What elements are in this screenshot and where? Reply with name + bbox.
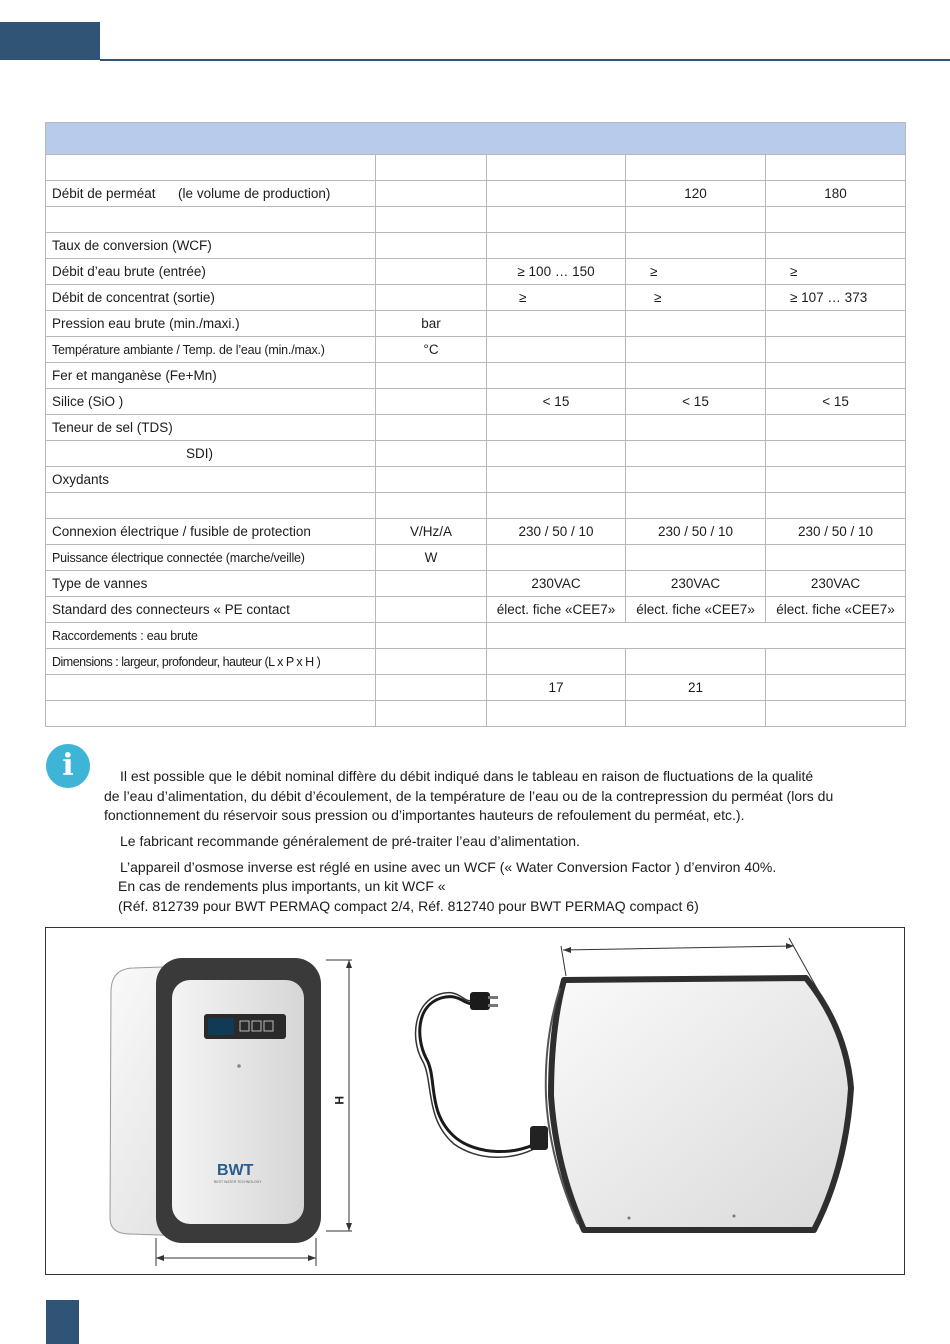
table-cell bbox=[766, 337, 906, 363]
product-figure bbox=[45, 927, 905, 1275]
table-cell: Débit d’eau brute (entrée) bbox=[46, 259, 376, 285]
table-cell bbox=[487, 233, 626, 259]
table-cell bbox=[376, 571, 487, 597]
table-cell bbox=[487, 155, 626, 181]
table-cell bbox=[376, 493, 487, 519]
table-cell bbox=[487, 337, 626, 363]
table-cell bbox=[487, 623, 906, 649]
table-cell bbox=[766, 207, 906, 233]
table-cell: < 15 bbox=[766, 389, 906, 415]
table-cell: Connexion électrique / fusible de protection bbox=[46, 519, 376, 545]
table-row bbox=[46, 363, 906, 389]
table-cell: élect. fiche «CEE7» bbox=[487, 597, 626, 623]
table-cell: W bbox=[376, 545, 487, 571]
table-row bbox=[46, 545, 906, 571]
side-housing bbox=[551, 978, 851, 1230]
table-cell: bar bbox=[376, 311, 487, 337]
table-cell bbox=[46, 493, 376, 519]
table-cell: élect. fiche «CEE7» bbox=[766, 597, 906, 623]
table-cell bbox=[766, 415, 906, 441]
table-row bbox=[46, 259, 906, 285]
table-cell: ≥ 100 … 150 bbox=[487, 259, 626, 285]
led-dot bbox=[237, 1064, 241, 1068]
table-row bbox=[46, 155, 906, 181]
table-row bbox=[46, 207, 906, 233]
table-row bbox=[46, 649, 906, 675]
table-row bbox=[46, 571, 906, 597]
table-cell: 21 bbox=[626, 675, 766, 701]
table-cell bbox=[766, 675, 906, 701]
table-cell: Teneur de sel (TDS) bbox=[46, 415, 376, 441]
table-row bbox=[46, 597, 906, 623]
table-row bbox=[46, 467, 906, 493]
table-cell: Silice (SiO ) bbox=[46, 389, 376, 415]
table-cell bbox=[487, 649, 626, 675]
table-cell bbox=[376, 597, 487, 623]
brand-tagline: BEST WATER TECHNOLOGY bbox=[214, 1180, 262, 1184]
table-row bbox=[46, 623, 906, 649]
table-cell: 230 / 50 / 10 bbox=[487, 519, 626, 545]
table-cell bbox=[376, 675, 487, 701]
table-cell bbox=[376, 181, 487, 207]
table-row bbox=[46, 675, 906, 701]
table-cell: Puissance électrique connectée (marche/veille) bbox=[46, 545, 376, 571]
table-cell bbox=[487, 311, 626, 337]
table-cell bbox=[626, 233, 766, 259]
table-row bbox=[46, 415, 906, 441]
power-cord bbox=[416, 992, 548, 1157]
table-cell: Standard des connecteurs « PE contact bbox=[46, 597, 376, 623]
table-cell: 180 bbox=[766, 181, 906, 207]
table-cell bbox=[487, 701, 626, 727]
table-cell: 230 / 50 / 10 bbox=[626, 519, 766, 545]
table-cell bbox=[626, 207, 766, 233]
table-cell bbox=[46, 155, 376, 181]
table-cell bbox=[487, 467, 626, 493]
table-cell bbox=[376, 623, 487, 649]
table-cell bbox=[376, 259, 487, 285]
table-cell bbox=[487, 545, 626, 571]
table-row bbox=[46, 701, 906, 727]
display-screen bbox=[208, 1018, 234, 1035]
table-cell: Dimensions : largeur, profondeur, hauteur (L x P x H ) bbox=[46, 649, 376, 675]
table-cell: ≥ bbox=[766, 259, 906, 285]
table-cell: ≥ bbox=[626, 285, 766, 311]
table-cell bbox=[626, 649, 766, 675]
info-icon: i bbox=[46, 744, 90, 788]
brand-logo: BWT bbox=[217, 1162, 254, 1179]
note-line: de l’eau d’alimentation, du débit d’écoulement, de la température de l’eau ou de la contrepression du perméat (lors du bbox=[104, 788, 834, 804]
table-row bbox=[46, 233, 906, 259]
table-row bbox=[46, 389, 906, 415]
table-header-row bbox=[46, 123, 906, 155]
note-line: L’appareil d’osmose inverse est réglé en usine avec un WCF (« Water Conversion Factor ) d’environ 40%. bbox=[120, 859, 777, 875]
table-cell bbox=[766, 441, 906, 467]
table-cell: Température ambiante / Temp. de l’eau (min./max.) bbox=[46, 337, 376, 363]
table-cell: < 15 bbox=[626, 389, 766, 415]
table-cell bbox=[487, 493, 626, 519]
table-cell bbox=[626, 155, 766, 181]
table-cell bbox=[376, 233, 487, 259]
table-cell bbox=[376, 207, 487, 233]
table-row bbox=[46, 181, 906, 207]
table-cell bbox=[487, 441, 626, 467]
header-tab bbox=[0, 22, 100, 60]
table-cell: SDI) bbox=[46, 441, 376, 467]
table-cell bbox=[487, 415, 626, 441]
table-cell bbox=[766, 233, 906, 259]
table-cell: 120 bbox=[626, 181, 766, 207]
plug-pin bbox=[488, 1004, 498, 1007]
table-cell bbox=[766, 363, 906, 389]
side-view-unit bbox=[546, 978, 851, 1230]
table-row bbox=[46, 311, 906, 337]
table-cell bbox=[46, 701, 376, 727]
footer-tab bbox=[46, 1300, 79, 1344]
table-cell bbox=[626, 415, 766, 441]
plug-body bbox=[470, 992, 490, 1010]
table-cell: 230VAC bbox=[766, 571, 906, 597]
table-cell: V/Hz/A bbox=[376, 519, 487, 545]
table-cell bbox=[626, 701, 766, 727]
note-line: fonctionnement du réservoir sous pression ou d’importantes hauteurs de refoulement du perméat, etc.). bbox=[104, 807, 745, 823]
table-cell: Fer et manganèse (Fe+Mn) bbox=[46, 363, 376, 389]
table-cell bbox=[766, 493, 906, 519]
table-cell: °C bbox=[376, 337, 487, 363]
table-cell bbox=[766, 701, 906, 727]
table-cell bbox=[376, 155, 487, 181]
table-cell: 230 / 50 / 10 bbox=[766, 519, 906, 545]
table-cell bbox=[376, 441, 487, 467]
note-line: Le fabricant recommande généralement de pré-traiter l’eau d’alimentation. bbox=[120, 833, 580, 849]
table-cell: ≥ bbox=[487, 285, 626, 311]
table-cell: Type de vannes bbox=[46, 571, 376, 597]
header-rule bbox=[100, 59, 950, 61]
table-cell: ≥ 107 … 373 bbox=[766, 285, 906, 311]
table-cell: élect. fiche «CEE7» bbox=[626, 597, 766, 623]
table-cell bbox=[487, 181, 626, 207]
table-header-cell bbox=[46, 123, 906, 155]
table-cell bbox=[626, 337, 766, 363]
table-cell bbox=[766, 467, 906, 493]
table-cell bbox=[766, 649, 906, 675]
table-cell bbox=[376, 389, 487, 415]
table-cell bbox=[626, 493, 766, 519]
table-cell bbox=[376, 285, 487, 311]
table-cell bbox=[487, 207, 626, 233]
table-cell bbox=[626, 441, 766, 467]
table-row bbox=[46, 441, 906, 467]
table-cell bbox=[766, 545, 906, 571]
table-cell bbox=[626, 311, 766, 337]
table-cell: Débit de perméat (le volume de production) bbox=[46, 181, 376, 207]
specifications-table bbox=[45, 122, 906, 727]
table-row bbox=[46, 519, 906, 545]
table-cell: Débit de concentrat (sortie) bbox=[46, 285, 376, 311]
table-cell bbox=[376, 701, 487, 727]
plug-pin bbox=[488, 996, 498, 999]
table-row bbox=[46, 285, 906, 311]
table-cell bbox=[376, 415, 487, 441]
dimension-label-h: H bbox=[332, 1096, 346, 1105]
table-cell bbox=[626, 545, 766, 571]
table-cell bbox=[487, 363, 626, 389]
cord-connector bbox=[530, 1126, 548, 1150]
table-cell: Taux de conversion (WCF) bbox=[46, 233, 376, 259]
table-cell: < 15 bbox=[487, 389, 626, 415]
table-cell bbox=[46, 207, 376, 233]
table-cell bbox=[376, 467, 487, 493]
table-cell: Oxydants bbox=[46, 467, 376, 493]
table-row bbox=[46, 493, 906, 519]
note-line: En cas de rendements plus importants, un kit WCF « bbox=[118, 878, 446, 894]
table-cell: ≥ bbox=[626, 259, 766, 285]
table-cell bbox=[626, 467, 766, 493]
note-line: Il est possible que le débit nominal diffère du débit indiqué dans le tableau en raison de fluctuations de la qualité bbox=[120, 768, 814, 784]
table-cell: 230VAC bbox=[626, 571, 766, 597]
dimension-height bbox=[326, 960, 352, 1231]
front-view-unit bbox=[110, 958, 321, 1243]
table-cell: Raccordements : eau brute bbox=[46, 623, 376, 649]
table-cell bbox=[46, 675, 376, 701]
table-cell bbox=[376, 649, 487, 675]
note-line: (Réf. 812739 pour BWT PERMAQ compact 2/4, Réf. 812740 pour BWT PERMAQ compact 6) bbox=[118, 898, 699, 914]
table-cell: Pression eau brute (min./maxi.) bbox=[46, 311, 376, 337]
table-cell bbox=[766, 155, 906, 181]
table-row bbox=[46, 337, 906, 363]
table-cell bbox=[766, 311, 906, 337]
table-cell bbox=[376, 363, 487, 389]
table-cell bbox=[626, 363, 766, 389]
product-illustration bbox=[46, 928, 904, 1274]
table-cell: 17 bbox=[487, 675, 626, 701]
table-cell: 230VAC bbox=[487, 571, 626, 597]
